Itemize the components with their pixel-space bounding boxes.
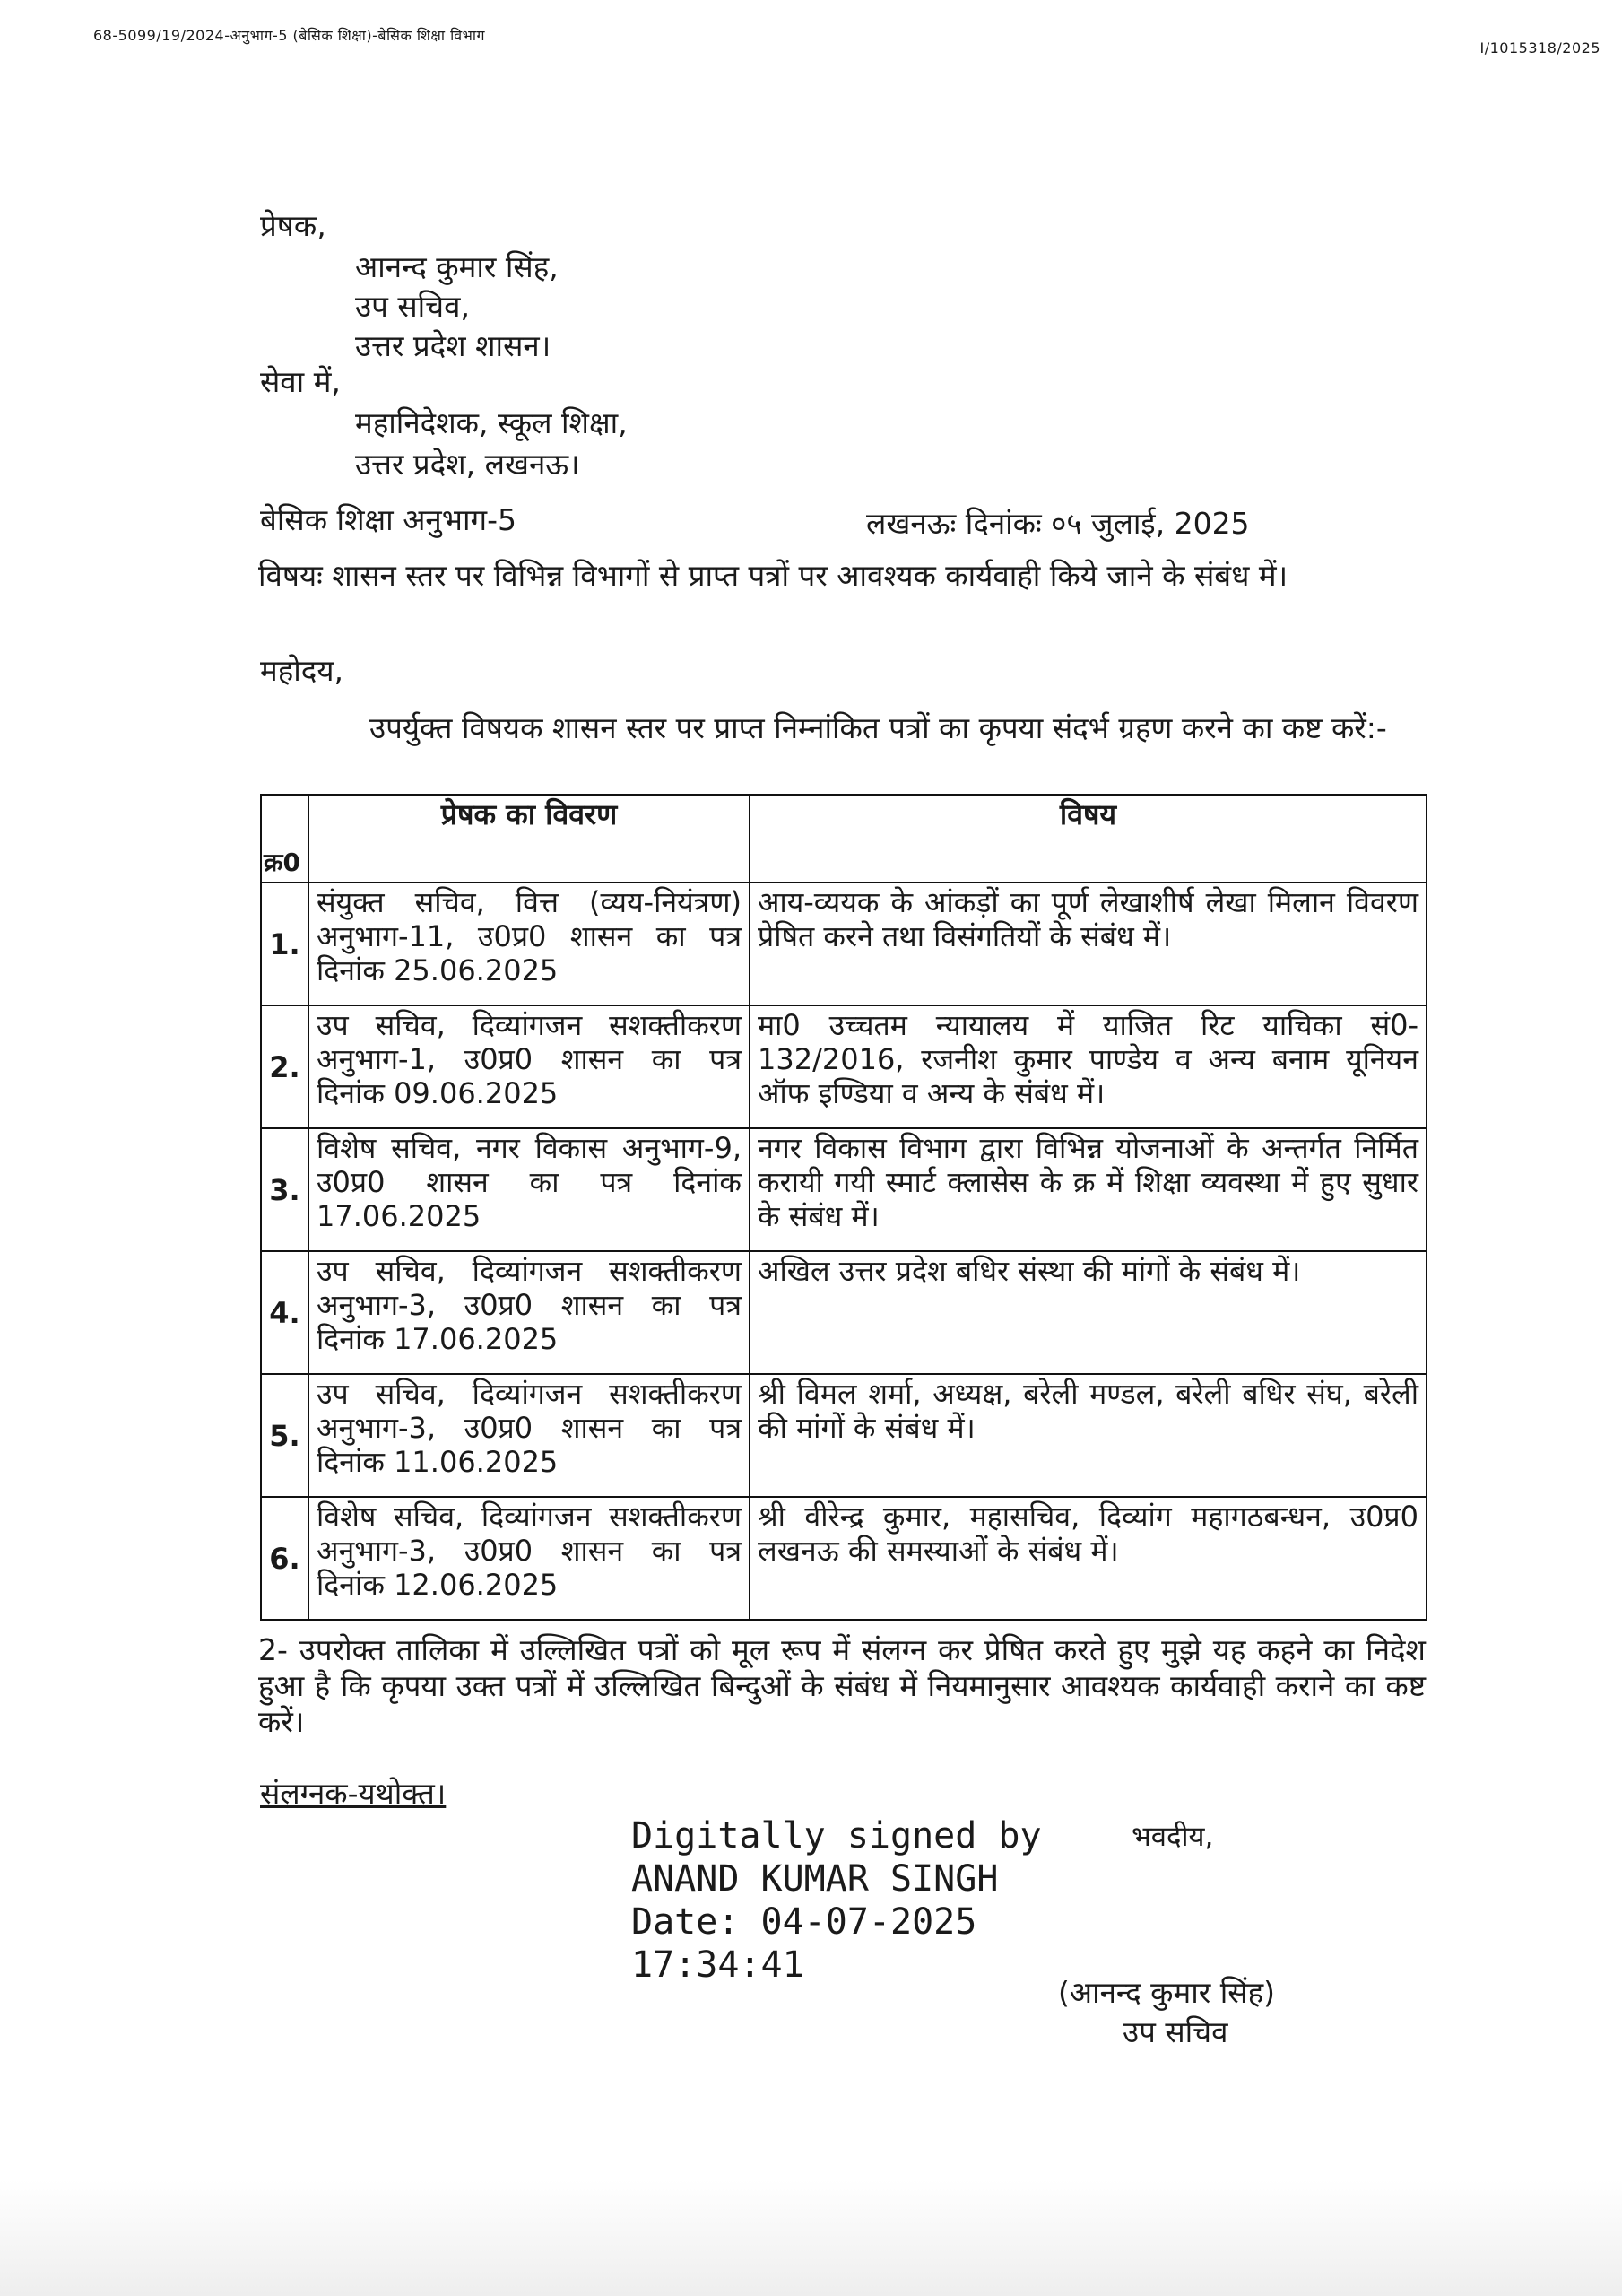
row-subject: नगर विकास विभाग द्वारा विभिन्न योजनाओं के अन्तर्गत निर्मित करायी गयी स्मार्ट क्लासेस के क्र में शिक्षा व्यवस्था में हुए सुधार के संबंध में। bbox=[750, 1128, 1427, 1251]
letters-table bbox=[260, 794, 1427, 1621]
table-row bbox=[261, 1005, 1427, 1128]
document-number: I/1015318/2025 bbox=[1479, 39, 1600, 57]
row-sender: उप सचिव, दिव्यांगजन सशक्तीकरण अनुभाग-3, उ0प्र0 शासन का पत्र दिनांक 17.06.2025 bbox=[308, 1251, 750, 1374]
sender-designation: उप सचिव, bbox=[355, 289, 470, 324]
table-row bbox=[261, 1128, 1427, 1251]
signatory-designation: उप सचिव bbox=[1123, 2014, 1228, 2049]
row-number: 4. bbox=[261, 1251, 308, 1374]
table-row bbox=[261, 883, 1427, 1005]
digital-signature-line-1: Digitally signed by bbox=[631, 1815, 1042, 1857]
recipient-place: उत्तर प्रदेश, लखनऊ। bbox=[355, 447, 580, 482]
row-number: 1. bbox=[261, 883, 308, 1005]
serial-column-header: क्र0 bbox=[261, 795, 308, 883]
table-row bbox=[261, 1251, 1427, 1374]
recipient-designation: महानिदेशक, स्कूल शिक्षा, bbox=[355, 405, 628, 440]
file-reference: 68-5099/19/2024-अनुभाग-5 (बेसिक शिक्षा)-बेसिक शिक्षा विभाग bbox=[93, 27, 486, 44]
row-subject: श्री वीरेन्द्र कुमार, महासचिव, दिव्यांग महागठबन्धन, उ0प्र0 लखनऊ की समस्याओं के संबंध में। bbox=[750, 1497, 1427, 1620]
row-number: 6. bbox=[261, 1497, 308, 1620]
row-sender: विशेष सचिव, दिव्यांगजन सशक्तीकरण अनुभाग-3, उ0प्र0 शासन का पत्र दिनांक 12.06.2025 bbox=[308, 1497, 750, 1620]
place-date: लखनऊः दिनांकः ०५ जुलाई, 2025 bbox=[866, 506, 1250, 541]
enclosure-note: संलग्नक-यथोक्त। bbox=[260, 1776, 447, 1811]
salutation: महोदय, bbox=[260, 653, 343, 688]
row-sender: उप सचिव, दिव्यांगजन सशक्तीकरण अनुभाग-3, उ0प्र0 शासन का पत्र दिनांक 11.06.2025 bbox=[308, 1374, 750, 1497]
sender-column-header: प्रेषक का विवरण bbox=[308, 795, 750, 883]
sender-name: आनन्द कुमार सिंह, bbox=[355, 249, 559, 284]
recipient-label: सेवा में, bbox=[260, 364, 341, 399]
table-row bbox=[261, 1374, 1427, 1497]
paragraph-2: 2- उपरोक्त तालिका में उल्लिखित पत्रों को मूल रूप में संलग्न कर प्रेषित करते हुए मुझे यह कहने का निदेश हुआ है कि कृपया उक्त पत्रों में उल्लिखित बिन्दुओं के संबंध में नियमानुसार आवश्यक कार्यवाही कराने का कष्ट करें। bbox=[258, 1632, 1426, 1739]
scan-shadow bbox=[0, 2179, 1622, 2296]
row-number: 3. bbox=[261, 1128, 308, 1251]
row-subject: अखिल उत्तर प्रदेश बधिर संस्था की मांगों के संबंध में। bbox=[750, 1251, 1427, 1374]
row-sender: संयुक्त सचिव, वित्त (व्यय-नियंत्रण) अनुभाग-11, उ0प्र0 शासन का पत्र दिनांक 25.06.2025 bbox=[308, 883, 750, 1005]
subject-line: विषयः शासन स्तर पर विभिन्न विभागों से प्राप्त पत्रों पर आवश्यक कार्यवाही किये जाने के संबंध में। bbox=[258, 558, 1288, 593]
row-subject: मा0 उच्चतम न्यायालय में याजित रिट याचिका सं0-132/2016, रजनीश कुमार पाण्डेय व अन्य बनाम यूनियन ऑफ इण्डिया व अन्य के संबंध में। bbox=[750, 1005, 1427, 1128]
section-name: बेसिक शिक्षा अनुभाग-5 bbox=[260, 502, 516, 537]
row-sender: विशेष सचिव, नगर विकास अनुभाग-9, उ0प्र0 शासन का पत्र दिनांक 17.06.2025 bbox=[308, 1128, 750, 1251]
table-row bbox=[261, 1497, 1427, 1620]
row-subject: श्री विमल शर्मा, अध्यक्ष, बरेली मण्डल, बरेली बधिर संघ, बरेली की मांगों के संबंध में। bbox=[750, 1374, 1427, 1497]
row-number: 2. bbox=[261, 1005, 308, 1128]
subject-column-header: विषय bbox=[750, 795, 1427, 883]
digital-signature-line-3: Date: 04-07-2025 bbox=[631, 1901, 977, 1943]
digital-signature-line-2: ANAND KUMAR SINGH bbox=[631, 1858, 999, 1900]
row-subject: आय-व्ययक के आंकड़ों का पूर्ण लेखाशीर्ष लेखा मिलान विवरण प्रेषित करने तथा विसंगतियों के संबंध में। bbox=[750, 883, 1427, 1005]
digital-signature-line-4: 17:34:41 bbox=[631, 1944, 804, 1986]
sender-label: प्रेषक, bbox=[260, 208, 326, 243]
closing: भवदीय, bbox=[1132, 1821, 1214, 1853]
row-sender: उप सचिव, दिव्यांगजन सशक्तीकरण अनुभाग-1, उ0प्र0 शासन का पत्र दिनांक 09.06.2025 bbox=[308, 1005, 750, 1128]
signatory-name: (आनन्द कुमार सिंह) bbox=[1058, 1975, 1275, 2010]
table-header-row bbox=[261, 795, 1427, 883]
row-number: 5. bbox=[261, 1374, 308, 1497]
sender-office: उत्तर प्रदेश शासन। bbox=[355, 328, 551, 363]
intro-paragraph: उपर्युक्त विषयक शासन स्तर पर प्राप्त निम्नांकित पत्रों का कृपया संदर्भ ग्रहण करने का कष्ट करें:- bbox=[369, 710, 1387, 745]
